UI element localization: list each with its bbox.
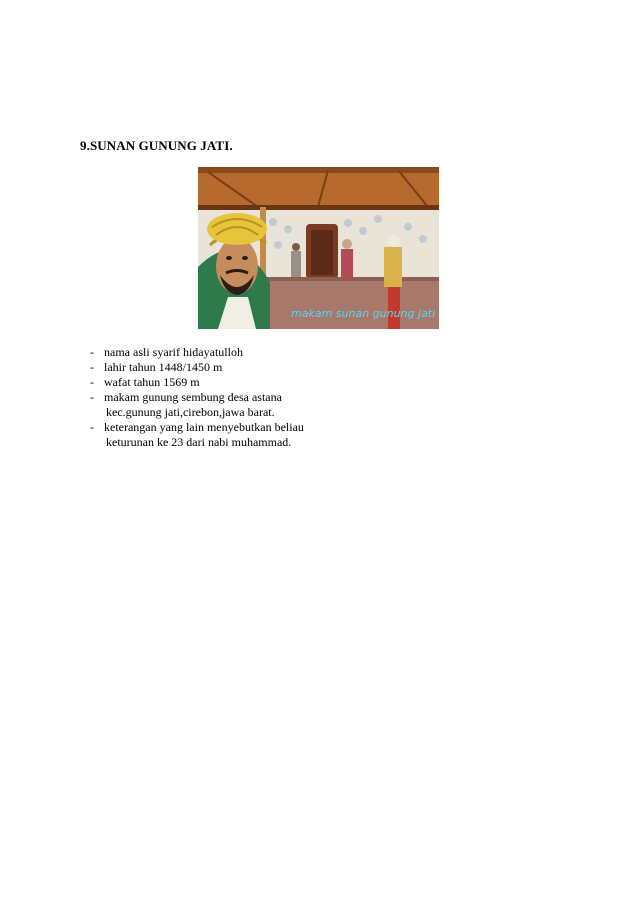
list-bullet: -: [90, 345, 94, 359]
list-item: [90, 390, 304, 420]
fact-tomb-location: makam gunung sembung desa astana: [104, 390, 282, 404]
fact-death-year: wafat tahun 1569 m: [104, 375, 200, 389]
fact-birth-year: lahir tahun 1448/1450 m: [104, 360, 223, 374]
list-bullet: -: [90, 420, 94, 434]
fact-lineage: keterangan yang lain menyebutkan beliau: [104, 420, 304, 434]
fact-tomb-location-continued: kec.gunung jati,cirebon,jawa barat.: [106, 405, 275, 419]
list-item: [90, 360, 304, 375]
list-bullet: -: [90, 390, 94, 404]
list-item: [90, 375, 304, 390]
page-title: 9.SUNAN GUNUNG JATI.: [80, 138, 233, 153]
photo-caption: makam sunan gunung jati: [291, 307, 436, 320]
fact-original-name: nama asli syarif hidayatulloh: [104, 345, 243, 359]
facts-list: [90, 345, 304, 450]
sunan-gunung-jati-photo: [198, 167, 439, 329]
list-item: [90, 420, 304, 450]
list-bullet: -: [90, 360, 94, 374]
fact-lineage-continued: keturunan ke 23 dari nabi muhammad.: [106, 435, 292, 449]
list-bullet: -: [90, 375, 94, 389]
list-item: [90, 345, 304, 360]
